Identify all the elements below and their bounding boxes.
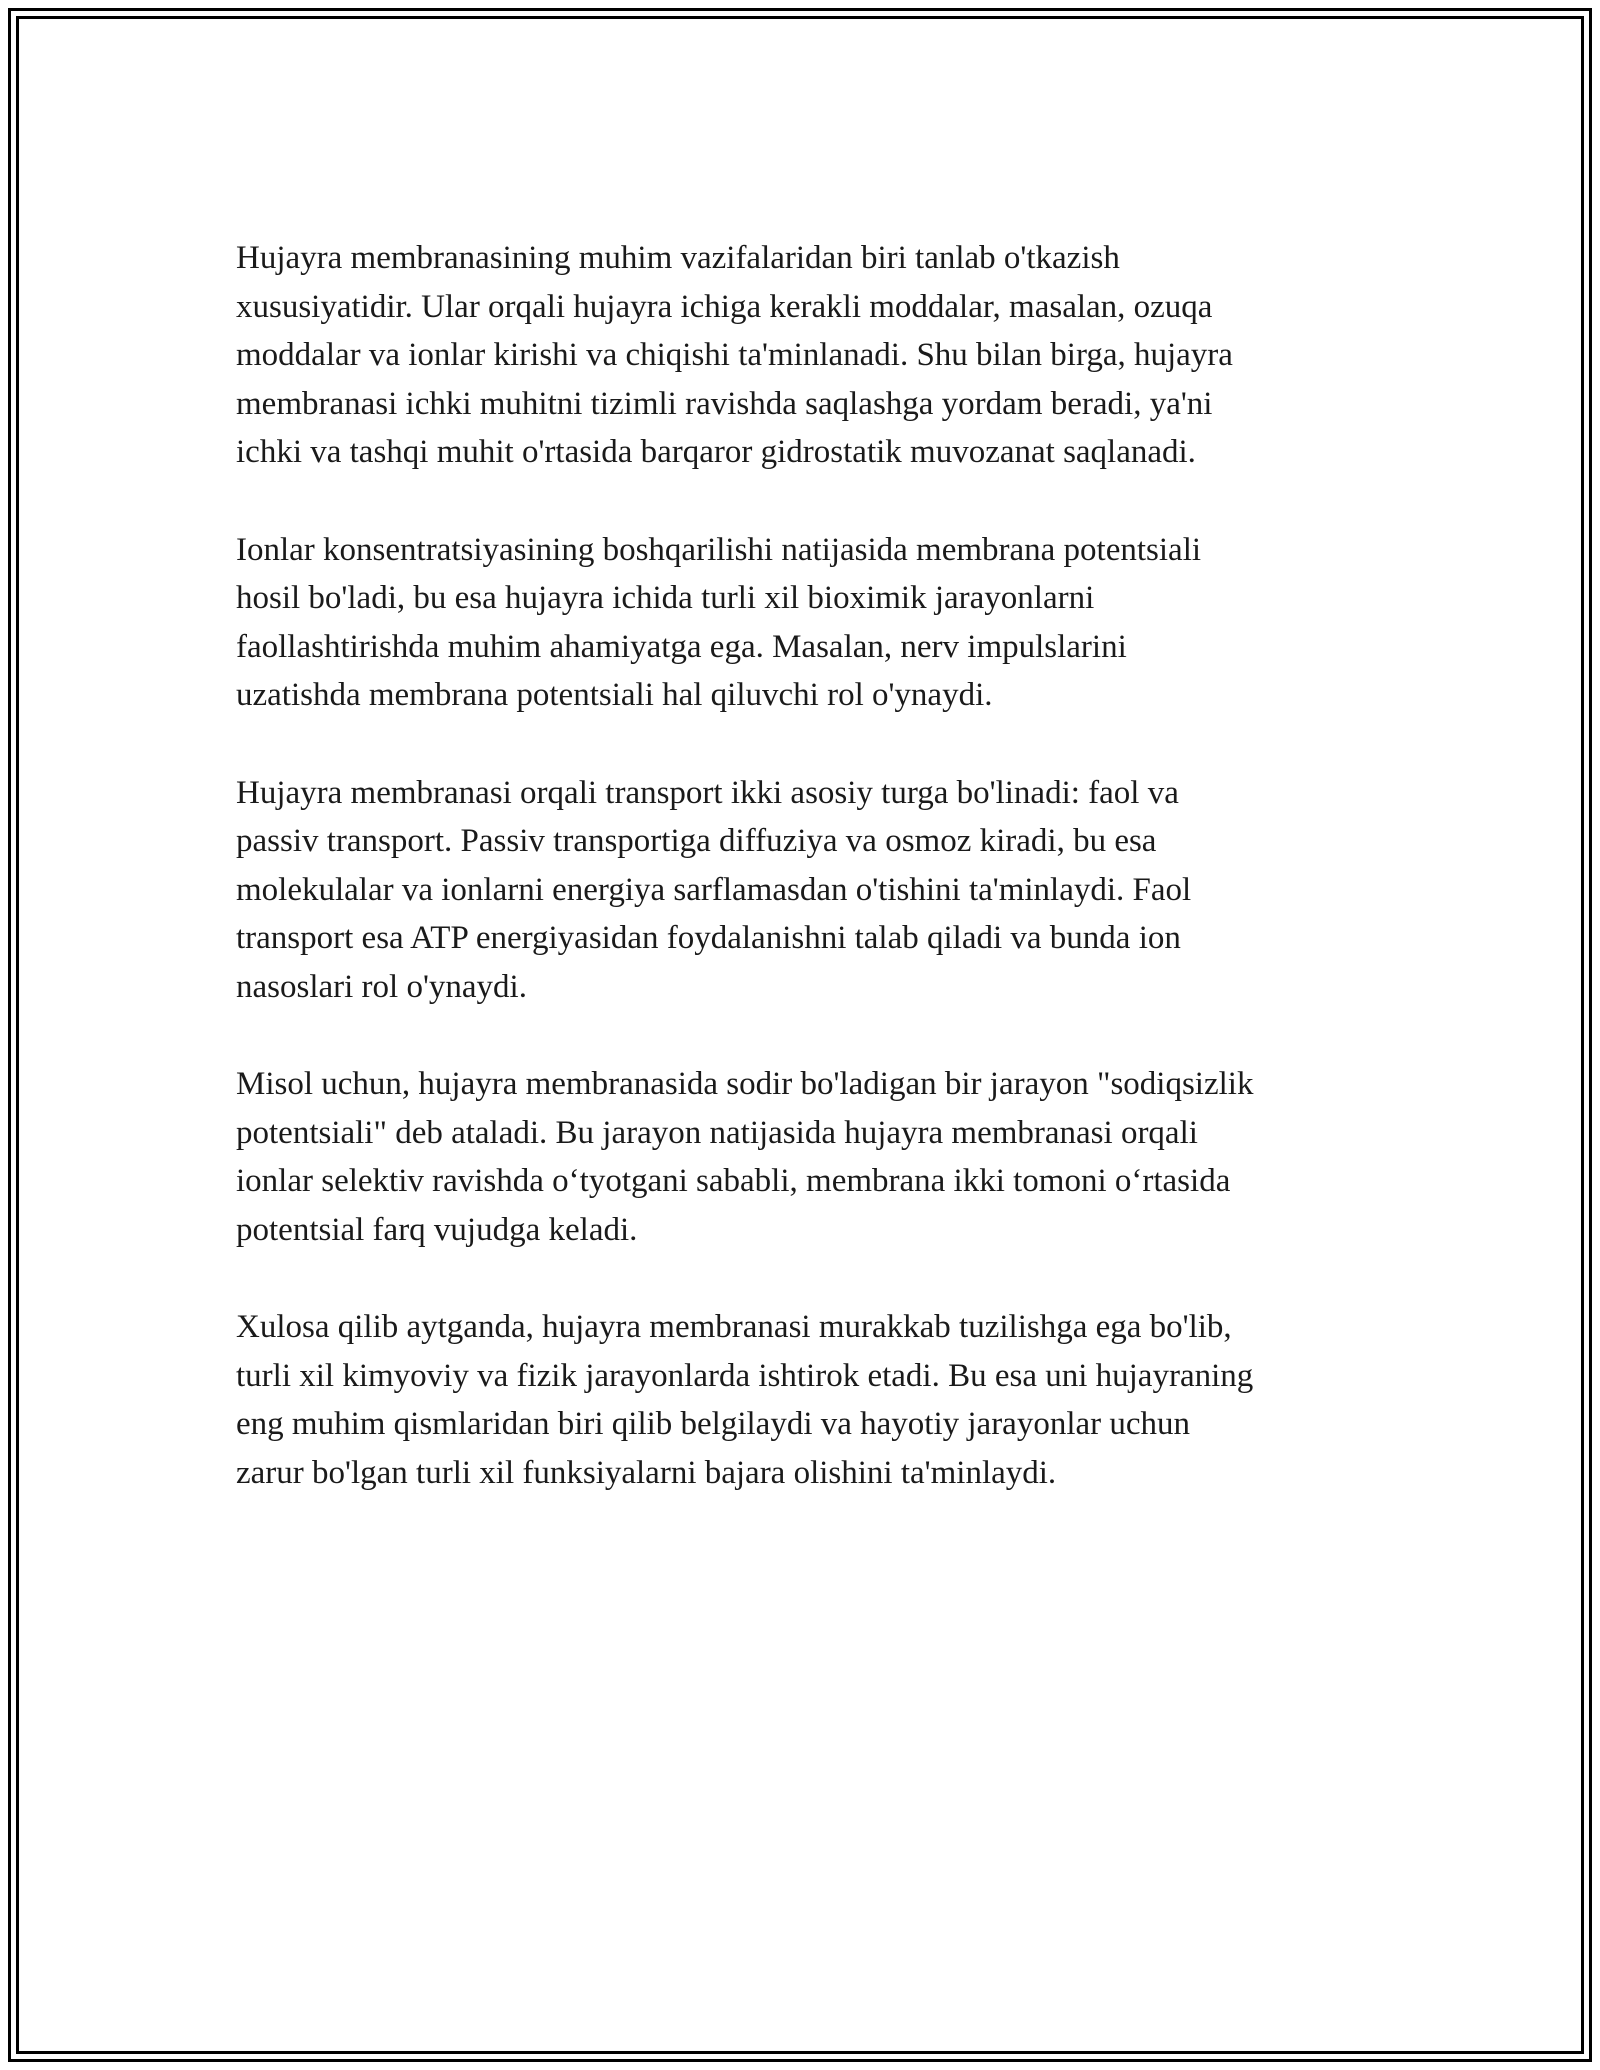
paragraph: Misol uchun, hujayra membranasida sodir bo'ladigan bir jarayon "sodiqsizlik potentsiali" deb ataladi. Bu jarayon natijasida hujayra membranasi orqali ionlar selektiv ravishda o‘tyotgani sababli, membrana ikki tomoni o‘rtasida potentsial farq vujudga keladi. <box>236 1066 1254 1248</box>
document-body <box>236 234 1376 1546</box>
paragraph: Xulosa qilib aytganda, hujayra membranasi murakkab tuzilishga ega bo'lib, turli xil kimyoviy va fizik jarayonlarda ishtirok etadi. Bu esa uni hujayraning eng muhim qismlaridan biri qilib belgilaydi va hayotiy jarayonlar uchun zarur bo'lgan turli xil funksiyalarni bajara olishini ta'minlaydi. <box>236 1309 1254 1491</box>
paragraph: Ionlar konsentratsiyasining boshqarilishi natijasida membrana potentsiali hosil bo'ladi, bu esa hujayra ichida turli xil bioximik jarayonlarni faollashtirishda muhim ahamiyatga ega. Masalan, nerv impulslarini uzatishda membrana potentsiali hal qiluvchi rol o'ynaydi. <box>236 531 1202 713</box>
paragraph: Hujayra membranasining muhim vazifalaridan biri tanlab o'tkazish xususiyatidir. Ular orqali hujayra ichiga kerakli moddalar, masalan, ozuqa moddalar va ionlar kirishi va chiqishi ta'minlanadi. Shu bilan birga, hujayra membranasi ichki muhitni tizimli ravishda saqlashga yordam beradi, ya'ni ichki va tashqi muhit o'rtasida barqaror gidrostatik muvozanat saqlanadi. <box>236 240 1233 470</box>
paragraph: Hujayra membranasi orqali transport ikki asosiy turga bo'linadi: faol va passiv transport. Passiv transportiga diffuziya va osmoz kiradi, bu esa molekulalar va ionlarni energiya sarflamasdan o'tishini ta'minlaydi. Faol transport esa ATP energiyasidan foydalanishni talab qiladi va bunda ion nasoslari rol o'ynaydi. <box>236 774 1192 1005</box>
